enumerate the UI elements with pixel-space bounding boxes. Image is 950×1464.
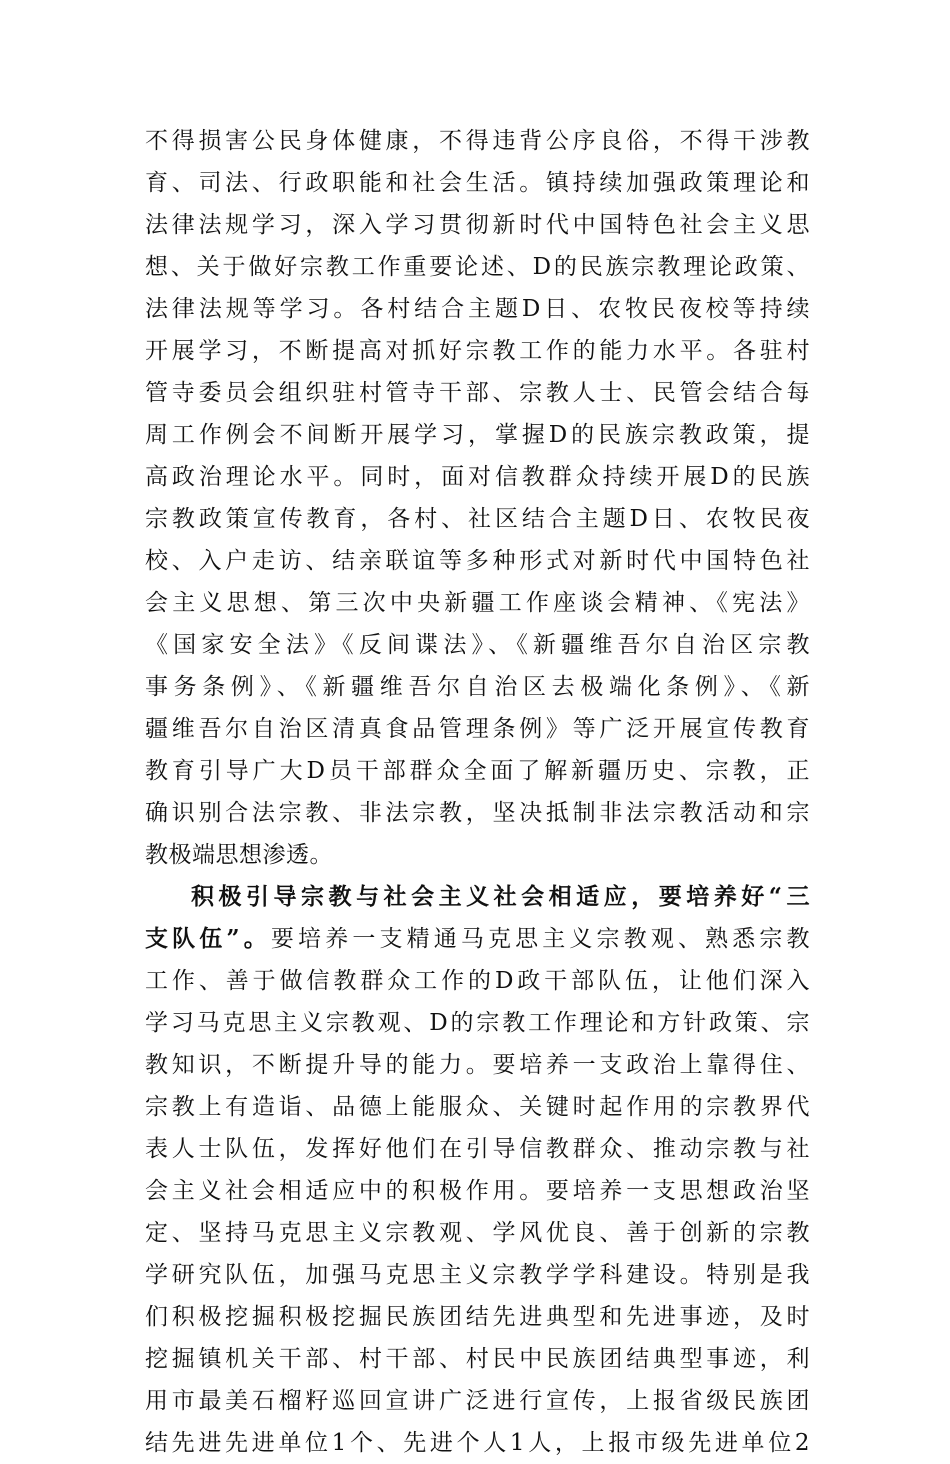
text-line: 《国家安全法》《反间谍法》、《新疆维吾尔自治区宗教 <box>145 632 810 658</box>
text-line: 育、司法、行政职能和社会生活。镇持续加强政策理论和 <box>145 170 810 196</box>
text-line: 宗教上有造诣、品德上能服众、关键时起作用的宗教界代 <box>145 1094 810 1120</box>
text-line: 法律法规学习，深入学习贯彻新时代中国特色社会主义思 <box>145 212 810 238</box>
text-line: 校、入户走访、结亲联谊等多种形式对新时代中国特色社 <box>145 548 810 574</box>
text-line: 教知识，不断提升导的能力。要培养一支政治上靠得住、 <box>145 1052 810 1078</box>
text-line: 管寺委员会组织驻村管寺干部、宗教人士、民管会结合每 <box>145 380 810 406</box>
text-line: 想、关于做好宗教工作重要论述、D的民族宗教理论政策、 <box>145 254 810 280</box>
text-line: 学习马克思主义宗教观、D的宗教工作理论和方针政策、宗 <box>145 1010 810 1036</box>
text-line: 们积极挖掘积极挖掘民族团结先进典型和先进事迹，及时 <box>145 1304 810 1330</box>
text-line: 高政治理论水平。同时，面对信教群众持续开展D的民族 <box>145 464 810 490</box>
section-heading-line: 积极引导宗教与社会主义社会相适应，要培养好“三 <box>191 883 810 910</box>
text-line: 定、坚持马克思主义宗教观、学风优良、善于创新的宗教 <box>145 1220 810 1246</box>
text-line: 用市最美石榴籽巡回宣讲广泛进行宣传，上报省级民族团 <box>145 1388 810 1414</box>
text-line: 教育引导广大D员干部群众全面了解新疆历史、宗教，正 <box>145 758 810 784</box>
text-line: 工作、善于做信教群众工作的D政干部队伍，让他们深入 <box>145 968 810 994</box>
text-line: 会主义思想、第三次中央新疆工作座谈会精神、《宪法》 <box>145 590 810 616</box>
text-line: 表人士队伍，发挥好他们在引导信教群众、推动宗教与社 <box>145 1136 810 1162</box>
text-line-rest: 要培养一支精通马克思主义宗教观、熟悉宗教 <box>270 926 811 952</box>
text-line: 事务条例》、《新疆维吾尔自治区去极端化条例》、《新 <box>145 674 810 700</box>
text-line: 结先进先进单位1个、先进个人1人，上报市级先进单位2 <box>145 1430 810 1456</box>
section-heading-tail: 支队伍”。 <box>145 925 271 952</box>
text-line: 不得损害公民身体健康，不得违背公序良俗，不得干涉教 <box>145 128 810 154</box>
text-line: 周工作例会不间断开展学习，掌握D的民族宗教政策，提 <box>145 422 810 448</box>
text-line: 会主义社会相适应中的积极作用。要培养一支思想政治坚 <box>145 1178 810 1204</box>
text-line: 开展学习，不断提高对抓好宗教工作的能力水平。各驻村 <box>145 338 810 364</box>
text-line: 挖掘镇机关干部、村干部、村民中民族团结典型事迹，利 <box>145 1346 810 1372</box>
text-line: 法律法规等学习。各村结合主题D日、农牧民夜校等持续 <box>145 296 810 322</box>
text-line: 确识别合法宗教、非法宗教，坚决抵制非法宗教活动和宗 <box>145 800 810 826</box>
text-line: 教极端思想渗透。 <box>145 842 333 868</box>
text-line: 学研究队伍，加强马克思主义宗教学学科建设。特别是我 <box>145 1262 810 1288</box>
body-text <box>145 120 810 1464</box>
text-line: 疆维吾尔自治区清真食品管理条例》等广泛开展宣传教育 <box>145 716 810 742</box>
text-line: 宗教政策宣传教育，各村、社区结合主题D日、农牧民夜 <box>145 506 810 532</box>
section-heading-continuation <box>145 918 810 960</box>
